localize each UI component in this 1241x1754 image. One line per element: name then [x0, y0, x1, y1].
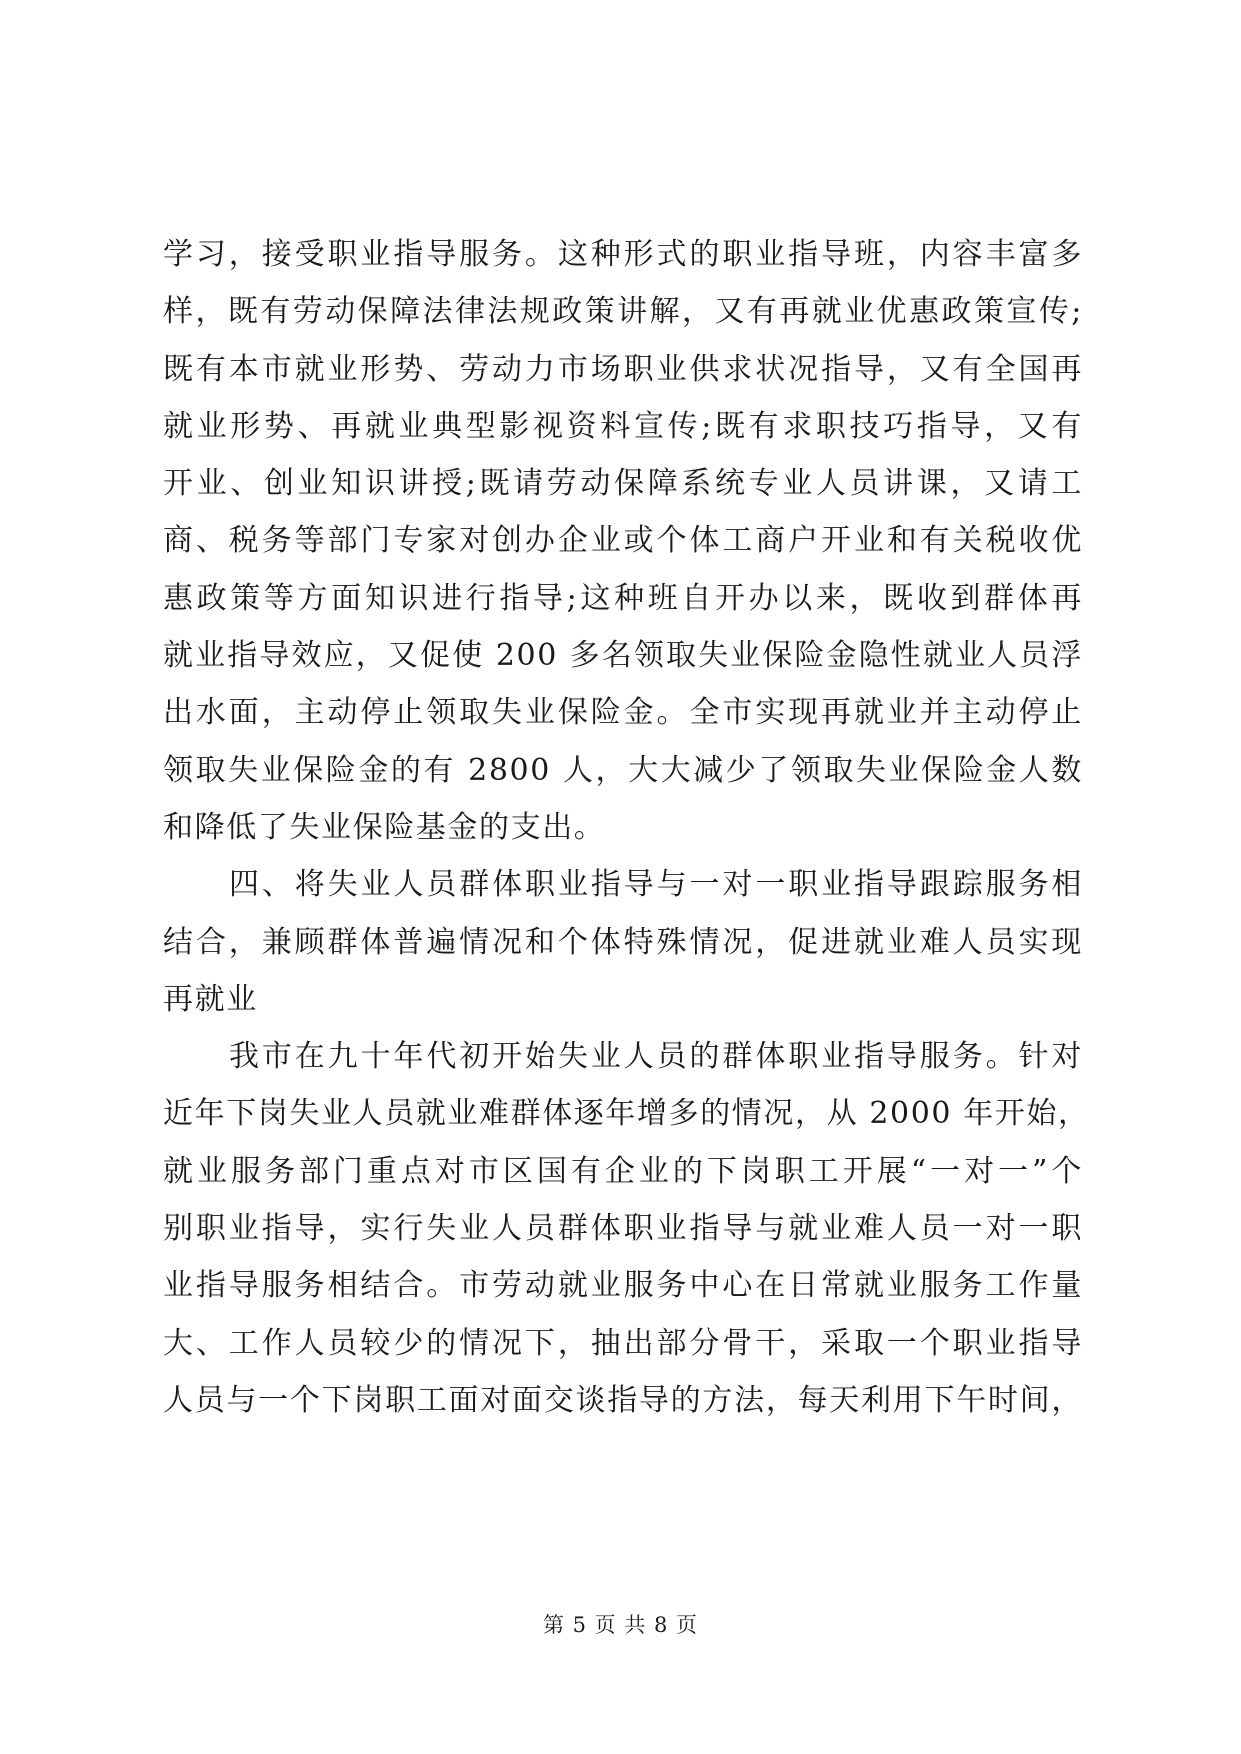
text-line: 人员与一个下岗职工面对面交谈指导的方法，每天利用下午时间， — [163, 1382, 1083, 1418]
text-line: 就业形势、再就业典型影视资料宣传;既有求职技巧指导，又有 — [163, 408, 1083, 444]
text-line: 我市在九十年代初开始失业人员的群体职业指导服务。针对 — [229, 1039, 1083, 1075]
text-line: 商、税务等部门专家对创办企业或个体工商户开业和有关税收优 — [163, 523, 1083, 559]
text-line: 和降低了失业保险基金的支出。 — [163, 809, 606, 845]
text-line: 四、将失业人员群体职业指导与一对一职业指导跟踪服务相 — [229, 867, 1083, 903]
text-line: 结合，兼顾群体普遍情况和个体特殊情况，促进就业难人员实现 — [163, 924, 1083, 960]
text-line: 领取失业保险金的有 2800 人，大大减少了领取失业保险金人数 — [163, 752, 1083, 788]
page-number-footer: 第 5 页 共 8 页 — [542, 1613, 699, 1637]
paragraph — [163, 1028, 1090, 1429]
text-line: 近年下岗失业人员就业难群体逐年增多的情况，从 2000 年开始， — [163, 1096, 1090, 1132]
text-line: 既有本市就业形势、劳动力市场职业供求状况指导，又有全国再 — [163, 351, 1083, 387]
text-line: 别职业指导，实行失业人员群体职业指导与就业难人员一对一职 — [163, 1211, 1083, 1247]
text-line: 出水面，主动停止领取失业保险金。全市实现再就业并主动停止 — [163, 695, 1083, 731]
text-line: 惠政策等方面知识进行指导;这种班自开办以来，既收到群体再 — [163, 580, 1083, 616]
text-line: 学习，接受职业指导服务。这种形式的职业指导班，内容丰富多 — [163, 237, 1083, 272]
document-body — [163, 226, 1090, 1429]
text-line: 业指导服务相结合。市劳动就业服务中心在日常就业服务工作量 — [163, 1268, 1083, 1304]
text-line: 就业指导效应，又促使 200 多名领取失业保险金隐性就业人员浮 — [163, 638, 1083, 674]
paragraph — [163, 226, 1083, 856]
text-line: 就业服务部门重点对市区国有企业的下岗职工开展“一对一”个 — [163, 1153, 1083, 1189]
text-line: 再就业 — [163, 981, 258, 1017]
text-line: 样，既有劳动保障法律法规政策讲解，又有再就业优惠政策宣传; — [163, 294, 1083, 330]
section-heading-paragraph — [163, 856, 1083, 1028]
text-line: 开业、创业知识讲授;既请劳动保障系统专业人员讲课，又请工 — [163, 466, 1083, 502]
text-line: 大、工作人员较少的情况下，抽出部分骨干，采取一个职业指导 — [163, 1325, 1083, 1361]
